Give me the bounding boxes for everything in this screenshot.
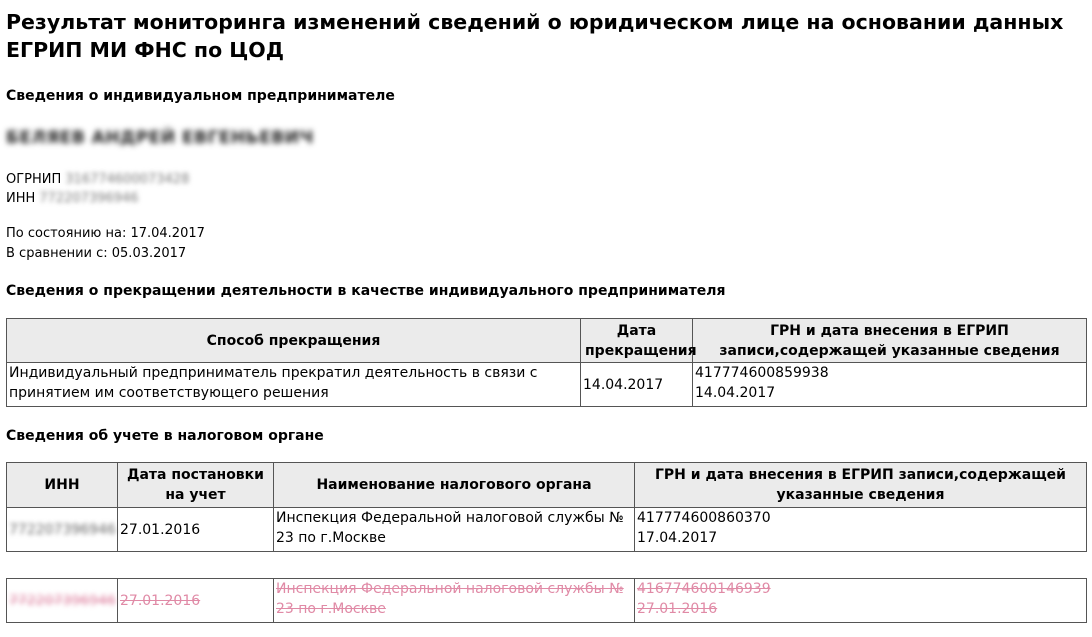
removed-grn: 416774600146939	[637, 581, 771, 597]
table-row	[7, 363, 1087, 407]
page-title: Результат мониторинга изменений сведений о юридическом лице на основании данных ЕГРИП МИ ФНС по ЦОД	[6, 10, 1064, 62]
state-date: По состоянию на: 17.04.2017	[6, 226, 205, 241]
removed-reg-date: 27.01.2016	[118, 579, 274, 623]
tax-grn: 417774600860370	[637, 510, 771, 526]
ogrnip-row	[6, 170, 189, 190]
termination-method: Индивидуальный предприниматель прекратил деятельность в связи с принятием им соответствующего решения	[7, 363, 581, 407]
tax-inn-value: 772207396946	[9, 521, 116, 538]
col-header-date: Дата прекращения	[581, 319, 693, 363]
col-header-reg-date: Дата постановки на учет	[118, 463, 274, 508]
termination-grn-date: 14.04.2017	[695, 385, 776, 401]
compare-date: В сравнении с: 05.03.2017	[6, 246, 187, 261]
inn-value: 772207396946	[39, 191, 139, 206]
table-row-removed	[7, 579, 1087, 623]
removed-inn	[7, 579, 118, 623]
termination-table	[6, 318, 1087, 407]
termination-grn: 417774600859938	[695, 365, 829, 381]
ogrnip-value: 316774600073428	[65, 172, 190, 187]
removed-tax-org: Инспекция Федеральной налоговой службы № 23 по г.Москве	[274, 579, 635, 623]
section-termination-heading: Сведения о прекращении деятельности в качестве индивидуального предпринимателя	[6, 283, 726, 299]
termination-date: 14.04.2017	[581, 363, 693, 407]
ogrnip-label: ОГРНИП	[6, 172, 62, 187]
tax-reg-date: 27.01.2016	[118, 508, 274, 552]
removed-inn-value: 772207396946	[9, 592, 116, 609]
col-header-grn: ГРН и дата внесения в ЕГРИП записи,содержащей указанные сведения	[693, 319, 1087, 363]
col-header-grn: ГРН и дата внесения в ЕГРИП записи,содержащей указанные сведения	[635, 463, 1087, 508]
tax-org: Инспекция Федеральной налоговой службы № 23 по г.Москве	[274, 508, 635, 552]
tax-grn-date: 17.04.2017	[637, 530, 718, 546]
termination-grn-cell	[693, 363, 1087, 407]
table-row	[7, 508, 1087, 552]
inn-label: ИНН	[6, 191, 36, 206]
tax-table-removed	[6, 578, 1087, 623]
removed-grn-cell	[635, 579, 1087, 623]
tax-inn	[7, 508, 118, 552]
section-ip-heading: Сведения о индивидуальном предпринимателе	[6, 88, 395, 104]
section-tax-heading: Сведения об учете в налоговом органе	[6, 428, 324, 444]
col-header-tax-org: Наименование налогового органа	[274, 463, 635, 508]
termination-header-row	[7, 319, 1087, 363]
tax-header-row	[7, 463, 1087, 508]
tax-table	[6, 462, 1087, 552]
col-header-inn: ИНН	[7, 463, 118, 508]
ip-full-name: БЕЛЯЕВ АНДРЕЙ ЕВГЕНЬЕВИЧ	[6, 128, 314, 148]
inn-row	[6, 189, 139, 209]
col-header-method: Способ прекращения	[7, 319, 581, 363]
removed-grn-date: 27.01.2016	[637, 601, 718, 617]
tax-grn-cell	[635, 508, 1087, 552]
